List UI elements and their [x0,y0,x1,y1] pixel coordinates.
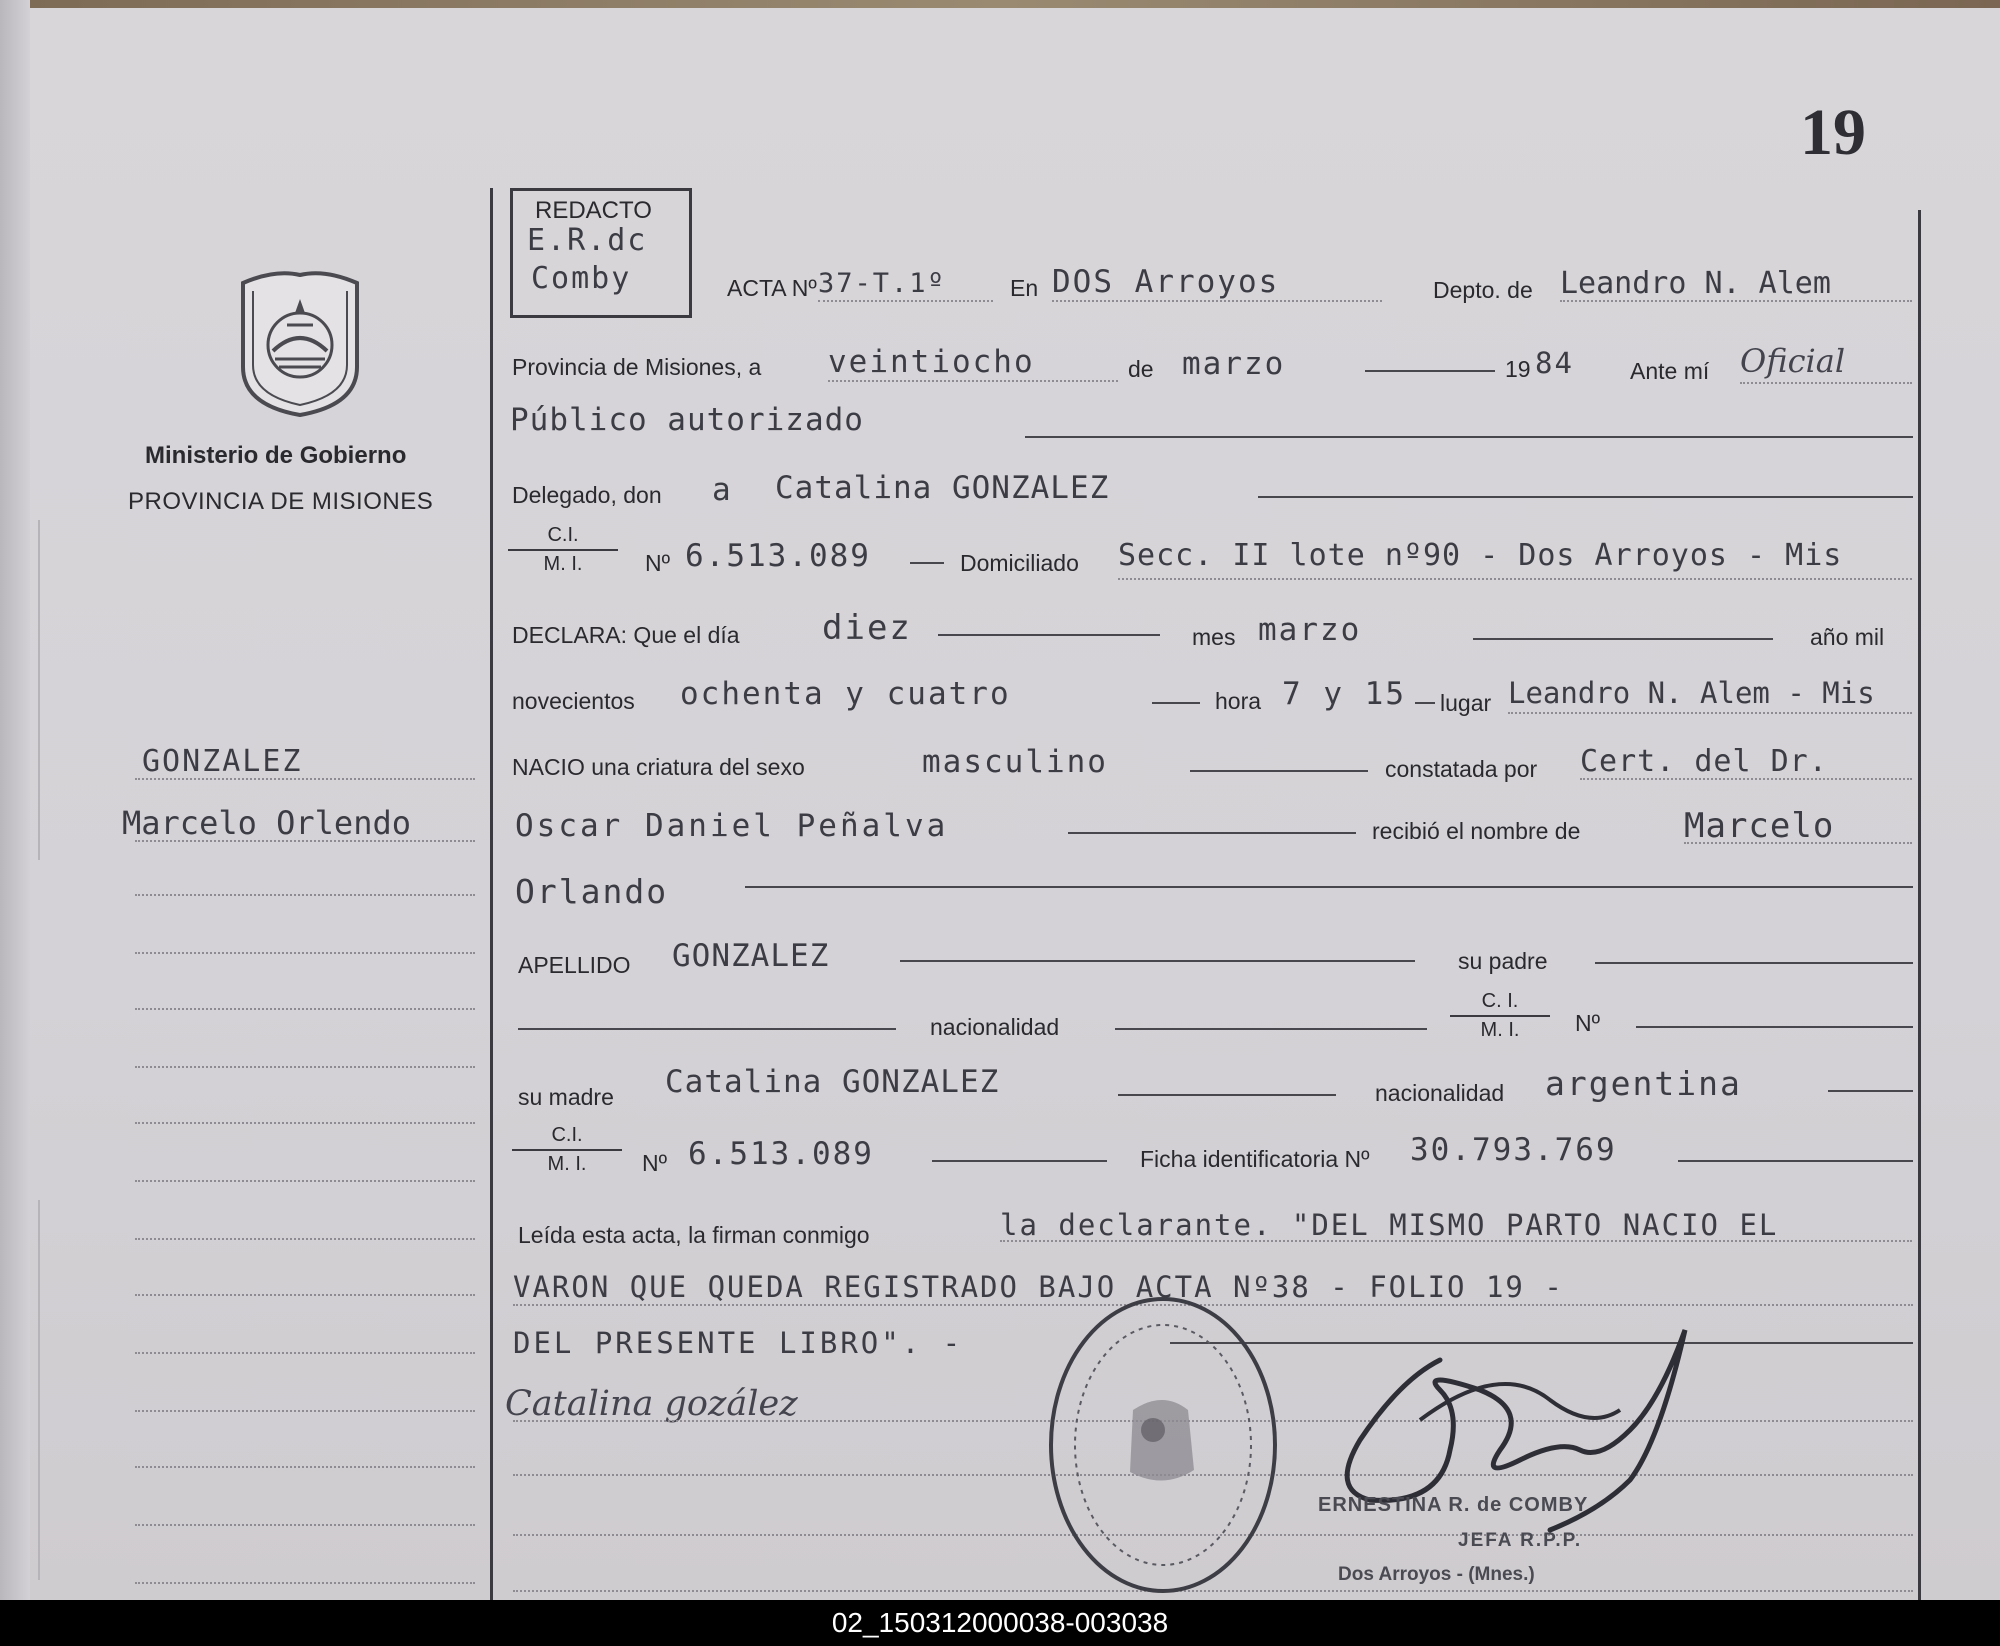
binding-stitch [38,1200,40,1580]
margin-line [135,1294,475,1296]
fill-line [1118,1094,1336,1096]
margin-line [135,840,475,842]
fill-line [1068,832,1356,834]
year-prefix: 19 [1505,356,1531,382]
birth-place: Leandro N. Alem - Mis [1508,676,1875,710]
leida-text: la declarante. "DEL MISMO PARTO NACIO EL [1000,1208,1779,1242]
margin-line [135,952,475,954]
fill-line [1560,300,1912,302]
fill-line [1595,962,1913,964]
apellido-value: GONZALEZ [672,938,830,974]
fill-line [1740,382,1912,384]
redacto-stamp [510,188,692,318]
official-value: Oficial [1740,342,1846,380]
ficha-label: Ficha identificatoria Nº [1140,1146,1370,1172]
certified-by: Cert. del Dr. [1580,744,1828,779]
note-line-2: VARON QUE QUEDA REGISTRADO BAJO ACTA Nº38 - FOLIO 19 - [513,1270,1564,1304]
fraction-bar [512,1149,622,1151]
mother-id-fraction [512,1124,622,1176]
lugar-label: lugar [1440,690,1492,716]
redacto-label: REDACTO [535,197,652,224]
note-line-3: DEL PRESENTE LIBRO". - [513,1326,964,1360]
mother-id-top: C.I. [551,1124,583,1146]
margin-line [135,894,475,896]
fill-line [1052,300,1382,302]
birth-year-words: ochenta y cuatro [680,676,1011,712]
place-value: DOS Arroyos [1052,264,1280,300]
nacio-label: NACIO una criatura del sexo [512,754,805,780]
year-suffix: 84 [1535,346,1574,380]
fill-line [1152,702,1200,704]
margin-line [135,1008,475,1010]
delegado-label: Delegado, don [512,482,662,508]
binding-edge [0,0,30,1600]
fill-line [910,562,944,564]
hora-label: hora [1215,688,1262,714]
birth-day: diez [822,608,912,648]
fill-line [1508,712,1912,714]
id-type-fraction [508,524,618,576]
father-name-line [518,1028,896,1030]
fill-line [1415,702,1435,704]
declara-label: DECLARA: Que el día [512,622,740,648]
margin-line [135,1582,475,1584]
fill-line [1118,578,1912,580]
sex-value: masculino [922,744,1108,780]
margin-line [135,1524,475,1526]
father-nationality-line [1115,1028,1427,1030]
delegado-suffix: a [712,472,733,508]
ante-label: Ante mí [1630,358,1710,384]
fill-line [1828,1090,1913,1092]
doc-number: 6.513.089 [685,538,871,574]
page-number: 19 [1800,96,1866,169]
binding-stitch [38,520,40,860]
birth-hour: 7 y 15 [1282,676,1406,712]
official-line2: Público autorizado [510,402,864,438]
acta-label: ACTA Nº [727,275,817,301]
margin-line [135,1122,475,1124]
constatada-label: constatada por [1385,756,1538,782]
depto-value: Leandro N. Alem [1560,266,1831,301]
leida-label: Leída esta acta, la firman conmigo [518,1222,870,1248]
fill-line [938,634,1160,636]
fill-line [828,380,1118,382]
birth-month: marzo [1258,612,1362,648]
doctor-name: Oscar Daniel Peñalva [515,808,949,844]
margin-names: Marcelo Orlendo [122,804,411,842]
anio-label: año mil [1810,624,1885,650]
domicilio-value: Secc. II lote nº90 - Dos Arroyos - Mis [1118,538,1843,573]
redacto-initials: E.R.dc [527,223,648,258]
fill-line [1000,1240,1912,1242]
father-id-bottom: M. I. [1480,1019,1520,1041]
redacto-name: Comby [531,261,632,296]
acta-number: 37-T.1º [818,268,946,299]
de-label: de [1128,356,1154,382]
official-signature-icon [1300,1300,1740,1560]
ficha-number: 30.793.769 [1410,1132,1617,1168]
novecientos-label: novecientos [512,688,635,714]
month-value: marzo [1182,346,1286,382]
declarant-name: Catalina GONZALEZ [775,470,1110,506]
mother-num-label: Nº [642,1150,668,1176]
mother-name: Catalina GONZALEZ [665,1064,1000,1100]
official-stamp-name: ERNESTINA R. de COMBY [1318,1494,1589,1516]
madre-label: su madre [518,1084,614,1110]
margin-line [135,1352,475,1354]
padre-label: su padre [1458,948,1548,974]
margin-line [135,1066,475,1068]
fill-line [1365,370,1495,372]
registry-stamp-icon [1038,1290,1288,1600]
province-seal-icon [225,255,375,420]
apellido-label: APELLIDO [518,952,631,978]
doc-number-label: Nº [645,550,671,576]
father-id-top: C. I. [1481,990,1519,1012]
father-num-label: Nº [1575,1010,1601,1036]
margin-line [135,1410,475,1412]
fill-line [1684,842,1912,844]
mother-nationality-label: nacionalidad [1375,1080,1505,1106]
fill-line [1258,496,1913,498]
fill-line [900,960,1415,962]
frame-right-line [1918,210,1921,1600]
fill-line [1678,1160,1913,1162]
father-number-line [1636,1026,1913,1028]
margin-line [135,778,475,780]
margin-line [135,1466,475,1468]
official-stamp-place: Dos Arroyos - (Mnes.) [1338,1564,1535,1585]
fill-line [1025,436,1913,438]
given-name-2: Orlando [515,872,669,911]
mother-id-bottom: M. I. [547,1153,587,1175]
provincia-label: Provincia de Misiones, a [512,354,762,380]
mother-nationality: argentina [1545,1064,1742,1103]
frame-left-line [490,188,493,1600]
id-type-bottom: M. I. [543,553,583,575]
fill-line [818,300,993,302]
father-nationality-label: nacionalidad [930,1014,1060,1040]
day-value: veintiocho [828,344,1035,380]
margin-line [135,1180,475,1182]
fraction-bar [508,549,618,551]
fill-line [932,1160,1107,1162]
fill-line [1190,770,1368,772]
mes-label: mes [1192,624,1236,650]
ministry-title: Ministerio de Gobierno [145,442,407,469]
recibio-label: recibió el nombre de [1372,818,1581,844]
mother-doc-number: 6.513.089 [688,1136,874,1172]
margin-surname: GONZALEZ [142,744,303,779]
official-stamp-title: JEFA R.P.P. [1458,1530,1583,1551]
given-name-1: Marcelo [1684,806,1835,846]
fraction-bar [1450,1015,1550,1017]
domicilio-label: Domiciliado [960,550,1079,576]
fill-line [745,886,1913,888]
declarant-signature: Catalina gozález [505,1384,798,1424]
id-type-top: C.I. [547,524,579,546]
ministry-subtitle: PROVINCIA DE MISIONES [128,488,434,515]
depto-label: Depto. de [1433,277,1533,303]
fill-line [1580,778,1912,780]
en-label: En [1010,275,1039,301]
image-id-footer: 02_150312000038-003038 [0,1600,2000,1646]
margin-line [135,1238,475,1240]
fill-line [1473,638,1773,640]
father-id-fraction [1450,990,1550,1042]
